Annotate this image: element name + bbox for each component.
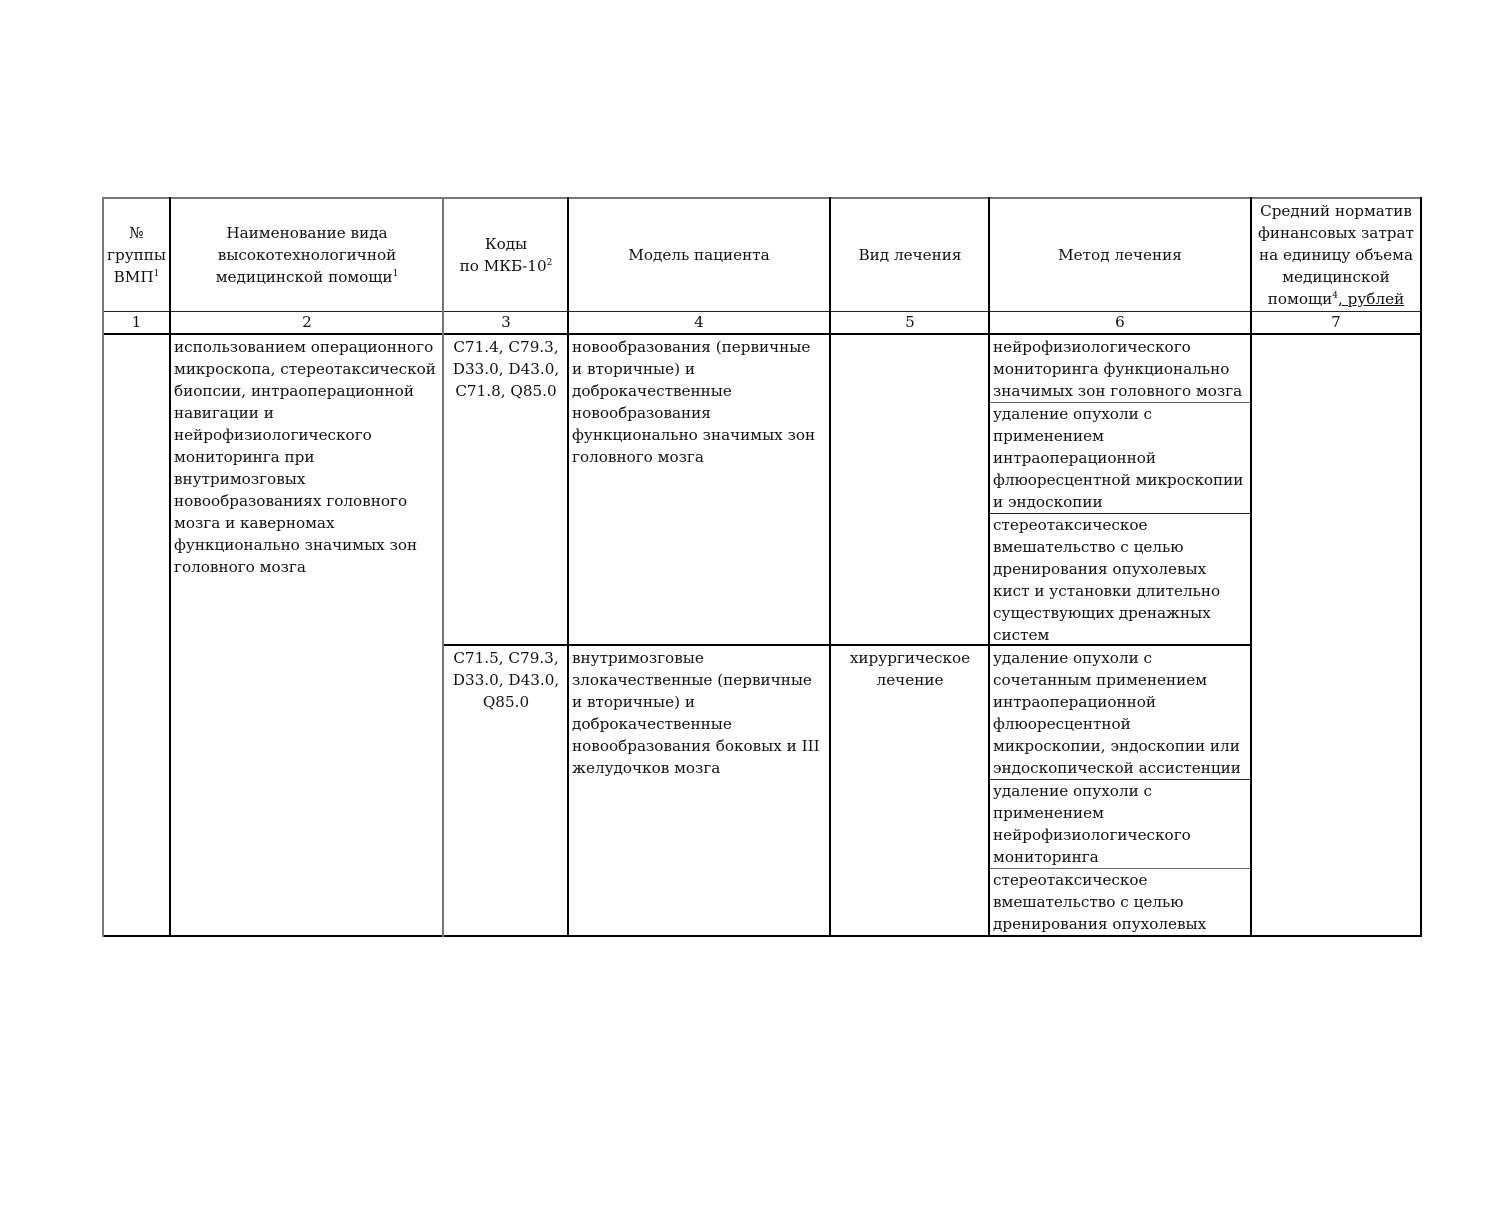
footnote-marker: 1	[392, 268, 399, 279]
column-divider	[988, 197, 990, 937]
header-group-number	[103, 199, 170, 311]
header-group-number-text: № группы ВМП	[107, 224, 166, 286]
method-divider	[990, 402, 1252, 403]
treatment-method-cell: стереотаксическое вмешательство с целью дренирования опухолевых	[993, 871, 1207, 933]
column-number-3: 3	[501, 313, 511, 331]
vmp-name-cell: использованием операционного микроскопа, стереотаксической биопсии, интраоперационной навигации и нейрофизиологического мониторинга при внутримозговых новообразованиях головного мозга и каверномах функционально значимых зон головного мозга	[174, 338, 436, 576]
header-cost-norm-text: Средний норматив финансовых затрат на единицу объема медицинской помощи	[1258, 202, 1414, 308]
method-divider	[990, 868, 1252, 869]
header-treatment-method	[990, 199, 1250, 311]
column-number-2: 2	[302, 313, 312, 331]
method-divider	[990, 513, 1252, 514]
patient-model-cell: внутримозговые злокачественные (первичные и вторичные) и доброкачественные новообразования боковых и III желудочков мозга	[572, 649, 820, 777]
header-cost-norm-unit: , рублей	[1337, 290, 1405, 308]
column-number-1: 1	[131, 313, 142, 331]
header-patient-model	[569, 199, 829, 311]
icd-codes-cell: C71.4, C79.3, D33.0, D43.0, C71.8, Q85.0	[452, 338, 560, 400]
column-divider	[567, 197, 569, 937]
treatment-type-cell	[831, 336, 989, 644]
column-number-7: 7	[1331, 313, 1341, 331]
header-cost-norm	[1252, 199, 1420, 311]
footnote-marker: 4	[1332, 290, 1338, 301]
icd-codes-cell: C71.5, C79.3, D33.0, D43.0, Q85.0	[452, 649, 560, 711]
column-divider	[829, 197, 831, 937]
column-divider	[442, 197, 444, 937]
column-number-divider	[102, 333, 1422, 335]
footnote-marker: 2	[546, 257, 553, 268]
column-divider	[169, 197, 171, 937]
header-vmp-name-text: Наименование вида высокотехнологичной медицинской помощи	[215, 224, 397, 286]
header-icd-codes-text: Коды по МКБ-10	[459, 235, 547, 275]
header-treatment-type-text: Вид лечения	[858, 246, 962, 264]
treatment-method-cell: удаление опухоли с применением нейрофизиологического мониторинга	[993, 782, 1191, 866]
header-patient-model-text: Модель пациента	[628, 246, 770, 264]
treatment-method-cell: стереотаксическое вмешательство с целью дренирования опухолевых кист и установки длительно существующих дренажных систем	[993, 516, 1221, 644]
table-border-left	[102, 197, 104, 937]
footnote-marker: 1	[153, 268, 160, 279]
header-vmp-name	[171, 199, 443, 311]
column-number-6: 6	[1115, 313, 1125, 331]
treatment-method-cell: удаление опухоли с сочетанным применением интраоперационной флюоресцентной микроскопии, эндоскопии или эндоскопической ассистенции	[993, 649, 1241, 777]
column-number-5: 5	[905, 313, 915, 331]
table-border-right	[1420, 197, 1422, 937]
group-divider	[444, 644, 1252, 646]
treatment-method-cell: удаление опухоли с применением интраоперационной флюоресцентной микроскопии и эндоскопии	[993, 405, 1244, 511]
header-treatment-method-text: Метод лечения	[1058, 246, 1182, 264]
column-number-4: 4	[694, 313, 704, 331]
header-icd-codes	[444, 199, 568, 311]
method-divider	[990, 779, 1252, 780]
table-border-bottom	[102, 935, 1422, 937]
column-divider	[1250, 197, 1252, 937]
treatment-type-cell: хирургическое лечение	[849, 649, 971, 689]
patient-model-cell: новообразования (первичные и вторичные) и доброкачественные новообразования функционально значимых зон головного мозга	[572, 338, 816, 466]
header-divider	[102, 311, 1422, 312]
table-border-top	[102, 197, 1422, 199]
treatment-method-cell: нейрофизиологического мониторинга функционально значимых зон головного мозга	[993, 338, 1243, 400]
header-treatment-type	[831, 199, 989, 311]
